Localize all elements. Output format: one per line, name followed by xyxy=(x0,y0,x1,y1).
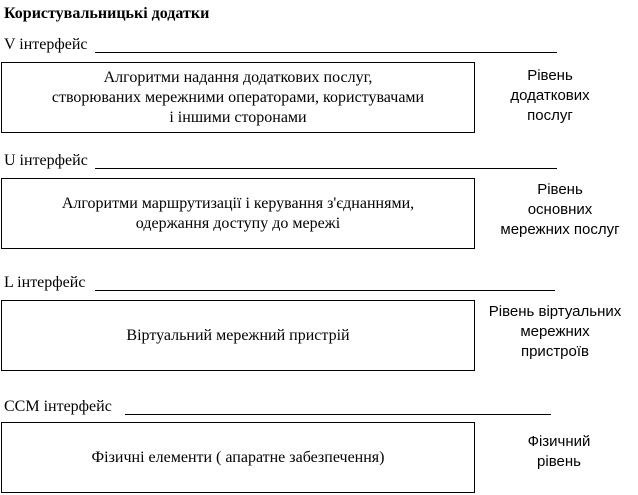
virtual-network-device-box xyxy=(1,300,475,371)
level-line: додаткових xyxy=(510,87,590,104)
level-line: основних xyxy=(527,201,593,218)
level-line: Фізичний xyxy=(527,433,591,450)
box-line: Алгоритми надання додаткових послуг, xyxy=(103,68,373,86)
basic-network-services-level xyxy=(490,180,630,240)
level-line: мережних xyxy=(520,323,590,340)
level-line: рівень xyxy=(537,453,581,470)
level-line: мережних послуг xyxy=(500,221,620,238)
l-interface-line xyxy=(95,290,555,291)
ccm-interface-line xyxy=(125,414,551,415)
v-interface-line xyxy=(95,52,557,53)
box-line: і іншими сторонами xyxy=(169,108,307,126)
level-line: Рівень віртуальних xyxy=(488,303,622,320)
u-interface-line xyxy=(95,168,557,169)
u-interface-label: U інтерфейс xyxy=(4,152,88,169)
box-line: Віртуальний мережний пристрій xyxy=(126,326,350,344)
box-line: Фізичні елементи ( апаратне забезпечення) xyxy=(91,448,385,466)
box-line: Алгоритми маршрутизації і керування з'єднаннями, xyxy=(61,194,415,212)
additional-services-level xyxy=(488,66,612,126)
v-interface-label: V інтерфейс xyxy=(4,36,88,53)
diagram-title: Користувальницькі додатки xyxy=(4,5,210,22)
physical-level xyxy=(500,432,618,472)
box-line: одержання доступу до мережі xyxy=(135,214,341,232)
level-line: пристроїв xyxy=(520,343,590,360)
physical-elements-box xyxy=(1,422,475,493)
basic-network-services-box xyxy=(1,178,475,249)
l-interface-label: L інтерфейс xyxy=(4,274,86,291)
box-line: створюваних мережними операторами, користувачами xyxy=(51,88,425,106)
level-line: Рівень xyxy=(527,67,573,84)
level-line: послуг xyxy=(527,107,573,124)
additional-services-box xyxy=(1,62,475,133)
level-line: Рівень xyxy=(537,181,583,198)
ccm-interface-label: CCM інтерфейс xyxy=(4,398,112,415)
virtual-network-device-level xyxy=(480,302,630,362)
